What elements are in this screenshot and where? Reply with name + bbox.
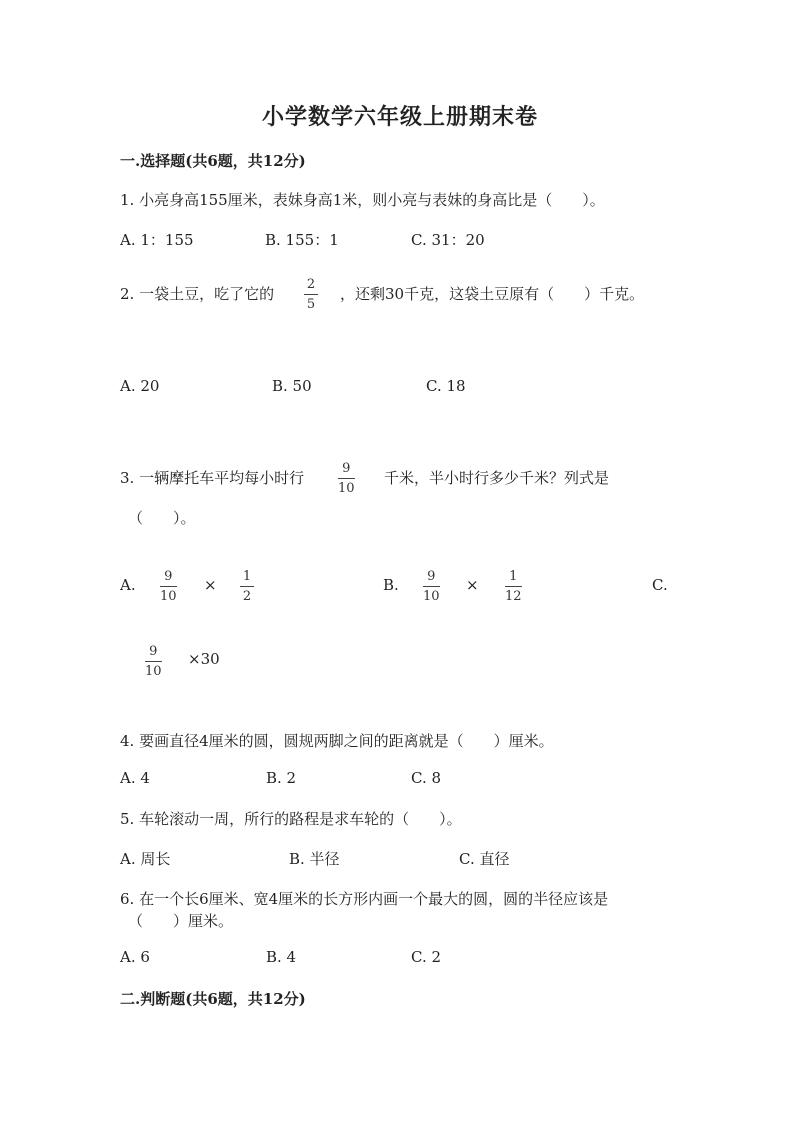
question-2-fraction [304,278,318,311]
fraction-denominator: 10 [160,589,177,604]
fraction-numerator: 9 [149,644,158,659]
fraction-denominator: 2 [242,589,252,604]
fraction-numerator: 1 [242,569,252,584]
question-6-text-line1: 6. 在一个长6厘米、宽4厘米的长方形内画一个最大的圆，圆的半径应该是 [120,890,609,908]
question-6-option-c: C. 2 [411,948,442,966]
question-5-option-b: B. 半径 [289,850,340,868]
question-1-text: 1. 小亮身高155厘米，表妹身高1米，则小亮与表妹的身高比是（ ）。 [120,191,605,209]
fraction-denominator: 10 [145,664,162,679]
question-4-option-c: C. 8 [411,769,442,787]
question-2-text-before: 2. 一袋土豆，吃了它的 [120,285,275,303]
question-2-option-b: B. 50 [272,377,312,395]
question-4-text: 4. 要画直径4厘米的圆，圆规两脚之间的距离就是（ ）厘米。 [120,732,554,750]
fraction-denominator: 5 [306,297,316,312]
question-3-option-a-fraction-2 [240,570,254,603]
fraction-numerator: 9 [427,569,436,584]
question-4-option-b: B. 2 [266,769,297,787]
question-3-text-before: 3. 一辆摩托车平均每小时行 [120,469,305,487]
question-3-fraction [338,462,355,495]
section-heading-true-false: 二.判断题(共6题，共12分) [120,990,306,1008]
fraction-numerator: 9 [164,569,173,584]
question-3-option-c-fraction [145,645,162,678]
fraction-numerator: 1 [509,569,518,584]
fraction-denominator: 10 [338,481,355,496]
fraction-denominator: 12 [505,589,522,604]
question-2-text-after: ，还剩30千克，这袋土豆原有（ ）千克。 [340,285,645,303]
page-title: 小学数学六年级上册期末卷 [261,104,538,130]
fraction-numerator: 9 [342,461,351,476]
question-3-option-b-fraction-2 [505,570,522,603]
section-heading-choice: 一.选择题(共6题，共12分) [120,152,306,170]
question-3-option-b-fraction-1 [423,570,440,603]
fraction-numerator: 2 [306,277,316,292]
question-6-option-b: B. 4 [266,948,297,966]
fraction-denominator: 10 [423,589,440,604]
question-6-text-line2: （ ）厘米。 [128,912,234,930]
question-1-option-b: B. 155：1 [265,231,339,249]
question-5-text: 5. 车轮滚动一周，所行的路程是求车轮的（ ）。 [120,810,462,828]
question-3-option-a-fraction-1 [160,570,177,603]
question-3-option-a-label: A. [120,576,136,594]
question-3-option-a-operator: × [204,576,217,594]
question-5-option-a: A. 周长 [120,850,171,868]
question-3-text-after: 千米，半小时行多少千米？列式是 [384,469,610,487]
question-6-option-a: A. 6 [120,948,150,966]
question-3-text-line2: （ ）。 [128,509,196,527]
question-3-option-c-label: C. [652,576,668,594]
question-2-option-c: C. 18 [426,377,466,395]
question-1-option-c: C. 31：20 [411,231,485,249]
question-3-option-b-operator: × [466,576,479,594]
question-2-option-a: A. 20 [120,377,160,395]
question-1-option-a: A. 1：155 [120,231,194,249]
question-3-option-b-label: B. [383,576,399,594]
question-3-option-c-tail: ×30 [188,650,220,668]
question-4-option-a: A. 4 [120,769,150,787]
question-5-option-c: C. 直径 [459,850,510,868]
